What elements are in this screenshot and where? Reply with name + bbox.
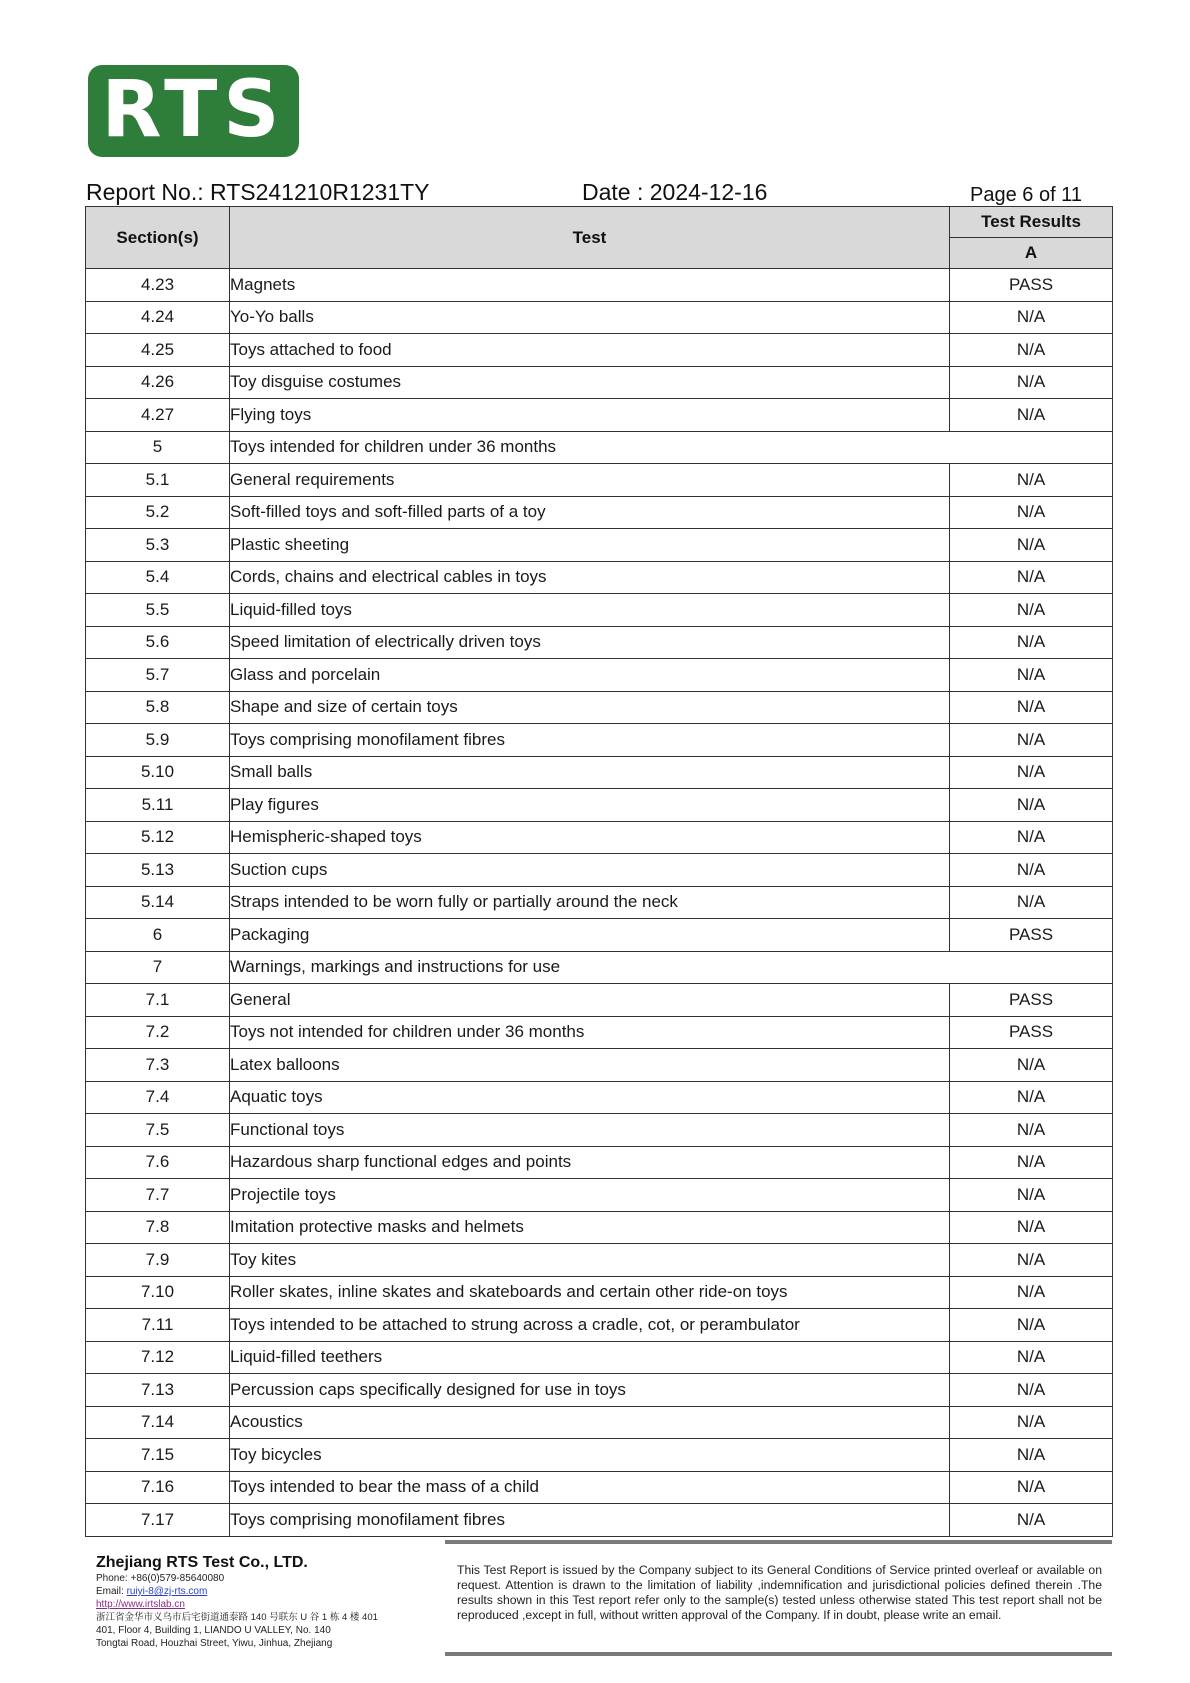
test-name: Toys intended to be attached to strung across a cradle, cot, or perambulator [230,1309,950,1342]
disclaimer-box [445,1540,1112,1656]
section-number: 5.14 [86,886,230,919]
test-result: PASS [950,984,1113,1017]
address-english-line-2: Tongtai Road, Houzhai Street, Yiwu, Jinhua, Zhejiang [96,1638,333,1649]
table-row [86,951,1113,984]
test-result: N/A [950,1146,1113,1179]
table-row [86,1049,1113,1082]
test-result: N/A [950,1211,1113,1244]
section-number: 7.11 [86,1309,230,1342]
table-row [86,1146,1113,1179]
test-name: Toy kites [230,1244,950,1277]
table-row [86,984,1113,1017]
test-result: N/A [950,1244,1113,1277]
company-name: Zhejiang RTS Test Co., LTD. [96,1554,308,1571]
test-name: Acoustics [230,1406,950,1439]
section-number: 5.10 [86,756,230,789]
test-result: N/A [950,1341,1113,1374]
table-row [86,269,1113,302]
website-link[interactable]: http://www.irtslab.cn [96,1599,185,1610]
section-number: 7.6 [86,1146,230,1179]
table-row [86,334,1113,367]
section-number: 5.12 [86,821,230,854]
test-result: N/A [950,464,1113,497]
test-name: Projectile toys [230,1179,950,1212]
table-row [86,464,1113,497]
test-name: Toy bicycles [230,1439,950,1472]
test-result: N/A [950,496,1113,529]
test-result: N/A [950,1114,1113,1147]
test-name: Toys not intended for children under 36 months [230,1016,950,1049]
test-result: N/A [950,1179,1113,1212]
section-number: 5.2 [86,496,230,529]
test-result: N/A [950,301,1113,334]
table-row [86,854,1113,887]
company-email-line [96,1585,378,1598]
column-header-results: Test Results [950,207,1113,238]
report-date: Date : 2024-12-16 [582,179,768,205]
test-name: General requirements [230,464,950,497]
section-number: 5.5 [86,594,230,627]
section-number: 7.10 [86,1276,230,1309]
test-name: Toys attached to food [230,334,950,367]
section-number: 5.13 [86,854,230,887]
section-number: 7.7 [86,1179,230,1212]
test-result: N/A [950,821,1113,854]
section-number: 7.9 [86,1244,230,1277]
table-header-row [86,207,1113,238]
test-result: N/A [950,756,1113,789]
table-row [86,1504,1113,1537]
table-row [86,1341,1113,1374]
test-name: Small balls [230,756,950,789]
test-name: Packaging [230,919,950,952]
test-name: Magnets [230,269,950,302]
test-result: N/A [950,854,1113,887]
test-name: Toys comprising monofilament fibres [230,1504,950,1537]
table-row [86,626,1113,659]
table-row [86,659,1113,692]
test-name: Hemispheric-shaped toys [230,821,950,854]
test-result: N/A [950,1471,1113,1504]
test-name: Glass and porcelain [230,659,950,692]
test-result: PASS [950,269,1113,302]
table-row [86,756,1113,789]
section-number: 4.25 [86,334,230,367]
table-row [86,919,1113,952]
table-row [86,1406,1113,1439]
test-result: N/A [950,1439,1113,1472]
test-result: N/A [950,594,1113,627]
test-name: Liquid-filled toys [230,594,950,627]
test-name: Speed limitation of electrically driven toys [230,626,950,659]
table-body [86,269,1113,1537]
test-name: Imitation protective masks and helmets [230,1211,950,1244]
test-name: Yo-Yo balls [230,301,950,334]
email-label: Email: [96,1586,127,1597]
table-row [86,1114,1113,1147]
table-row [86,724,1113,757]
test-name: General [230,984,950,1017]
test-result: N/A [950,1406,1113,1439]
test-result: N/A [950,1309,1113,1342]
test-name: Shape and size of certain toys [230,691,950,724]
disclaimer-text: This Test Report is issued by the Company subject to its General Conditions of Service printed overleaf or available on request. Attention is drawn to the limitation of liability ,indemnification and jurisdictional policies defined therein .The results shown in this Test report refer only to the sample(s) tested unless otherwise stated This test report shall not be reproduced ,except in full, without written approval of the Company. If in doubt, please write an email. [457,1563,1102,1622]
table-row [86,594,1113,627]
test-result: N/A [950,1276,1113,1309]
table-row [86,1471,1113,1504]
test-name: Roller skates, inline skates and skateboards and certain other ride-on toys [230,1276,950,1309]
test-name: Toys comprising monofilament fibres [230,724,950,757]
table-row [86,691,1113,724]
section-number: 7.13 [86,1374,230,1407]
test-result: N/A [950,1504,1113,1537]
test-result: N/A [950,626,1113,659]
test-name: Flying toys [230,399,950,432]
section-number: 7.14 [86,1406,230,1439]
section-number: 7.16 [86,1471,230,1504]
section-number: 7.12 [86,1341,230,1374]
report-number: Report No.: RTS241210R1231TY [86,179,430,205]
section-number: 5 [86,431,230,464]
table-row [86,1016,1113,1049]
table-row [86,1081,1113,1114]
table-row [86,1211,1113,1244]
test-name: Aquatic toys [230,1081,950,1114]
table-row [86,1179,1113,1212]
column-header-sections: Section(s) [86,207,230,269]
test-result: N/A [950,789,1113,822]
table-row [86,1244,1113,1277]
test-result: N/A [950,1081,1113,1114]
section-number: 7.15 [86,1439,230,1472]
section-number: 5.3 [86,529,230,562]
section-number: 7 [86,951,230,984]
test-name: Hazardous sharp functional edges and points [230,1146,950,1179]
section-number: 7.17 [86,1504,230,1537]
table-row [86,1309,1113,1342]
page-indicator: Page 6 of 11 [970,184,1082,206]
table-row [86,431,1113,464]
section-number: 5.1 [86,464,230,497]
table-row [86,529,1113,562]
test-result: PASS [950,1016,1113,1049]
table-row [86,1374,1113,1407]
test-name: Latex balloons [230,1049,950,1082]
test-result: N/A [950,399,1113,432]
test-result: N/A [950,529,1113,562]
logo-text: RTS [101,65,286,155]
test-result: N/A [950,561,1113,594]
table-row [86,561,1113,594]
section-number: 7.3 [86,1049,230,1082]
test-result: N/A [950,659,1113,692]
test-result: PASS [950,919,1113,952]
table-row [86,886,1113,919]
section-number: 4.27 [86,399,230,432]
table-row [86,366,1113,399]
table-row [86,1276,1113,1309]
test-name: Liquid-filled teethers [230,1341,950,1374]
rts-logo [88,65,299,157]
test-name: Suction cups [230,854,950,887]
column-header-sample-a: A [950,238,1113,269]
section-number: 4.24 [86,301,230,334]
test-name: Straps intended to be worn fully or partially around the neck [230,886,950,919]
company-info [96,1554,378,1650]
column-header-test: Test [230,207,950,269]
section-number: 5.6 [86,626,230,659]
table-row [86,821,1113,854]
test-result: N/A [950,334,1113,367]
test-result: N/A [950,366,1113,399]
test-results-table [85,206,1113,1537]
section-number: 6 [86,919,230,952]
section-number: 5.8 [86,691,230,724]
table-row [86,399,1113,432]
test-result: N/A [950,886,1113,919]
test-result: N/A [950,1049,1113,1082]
section-number: 5.7 [86,659,230,692]
section-number: 4.23 [86,269,230,302]
section-number: 7.1 [86,984,230,1017]
test-name: Plastic sheeting [230,529,950,562]
test-result: N/A [950,691,1113,724]
address-english-line-1: 401, Floor 4, Building 1, LIANDO U VALLEY, No. 140 [96,1625,331,1636]
table-row [86,301,1113,334]
test-name: Functional toys [230,1114,950,1147]
section-number: 7.2 [86,1016,230,1049]
test-name: Toys intended for children under 36 months [230,431,1113,464]
table-row [86,496,1113,529]
company-phone: Phone: +86(0)579-85640080 [96,1573,225,1584]
table-row [86,789,1113,822]
test-name: Play figures [230,789,950,822]
section-number: 7.5 [86,1114,230,1147]
table-row [86,1439,1113,1472]
email-link[interactable]: ruiyi-8@zj-rts.com [126,1586,208,1597]
section-number: 4.26 [86,366,230,399]
test-name: Warnings, markings and instructions for use [230,951,1113,984]
section-number: 7.8 [86,1211,230,1244]
address-chinese: 浙江省金华市义乌市后宅街道通泰路 140 号联东 U 谷 1 栋 4 楼 401 [96,1612,378,1623]
test-result: N/A [950,1374,1113,1407]
test-name: Toy disguise costumes [230,366,950,399]
section-number: 5.9 [86,724,230,757]
section-number: 7.4 [86,1081,230,1114]
section-number: 5.4 [86,561,230,594]
test-name: Soft-filled toys and soft-filled parts of a toy [230,496,950,529]
section-number: 5.11 [86,789,230,822]
test-name: Percussion caps specifically designed for use in toys [230,1374,950,1407]
test-name: Toys intended to bear the mass of a child [230,1471,950,1504]
test-result: N/A [950,724,1113,757]
test-name: Cords, chains and electrical cables in toys [230,561,950,594]
